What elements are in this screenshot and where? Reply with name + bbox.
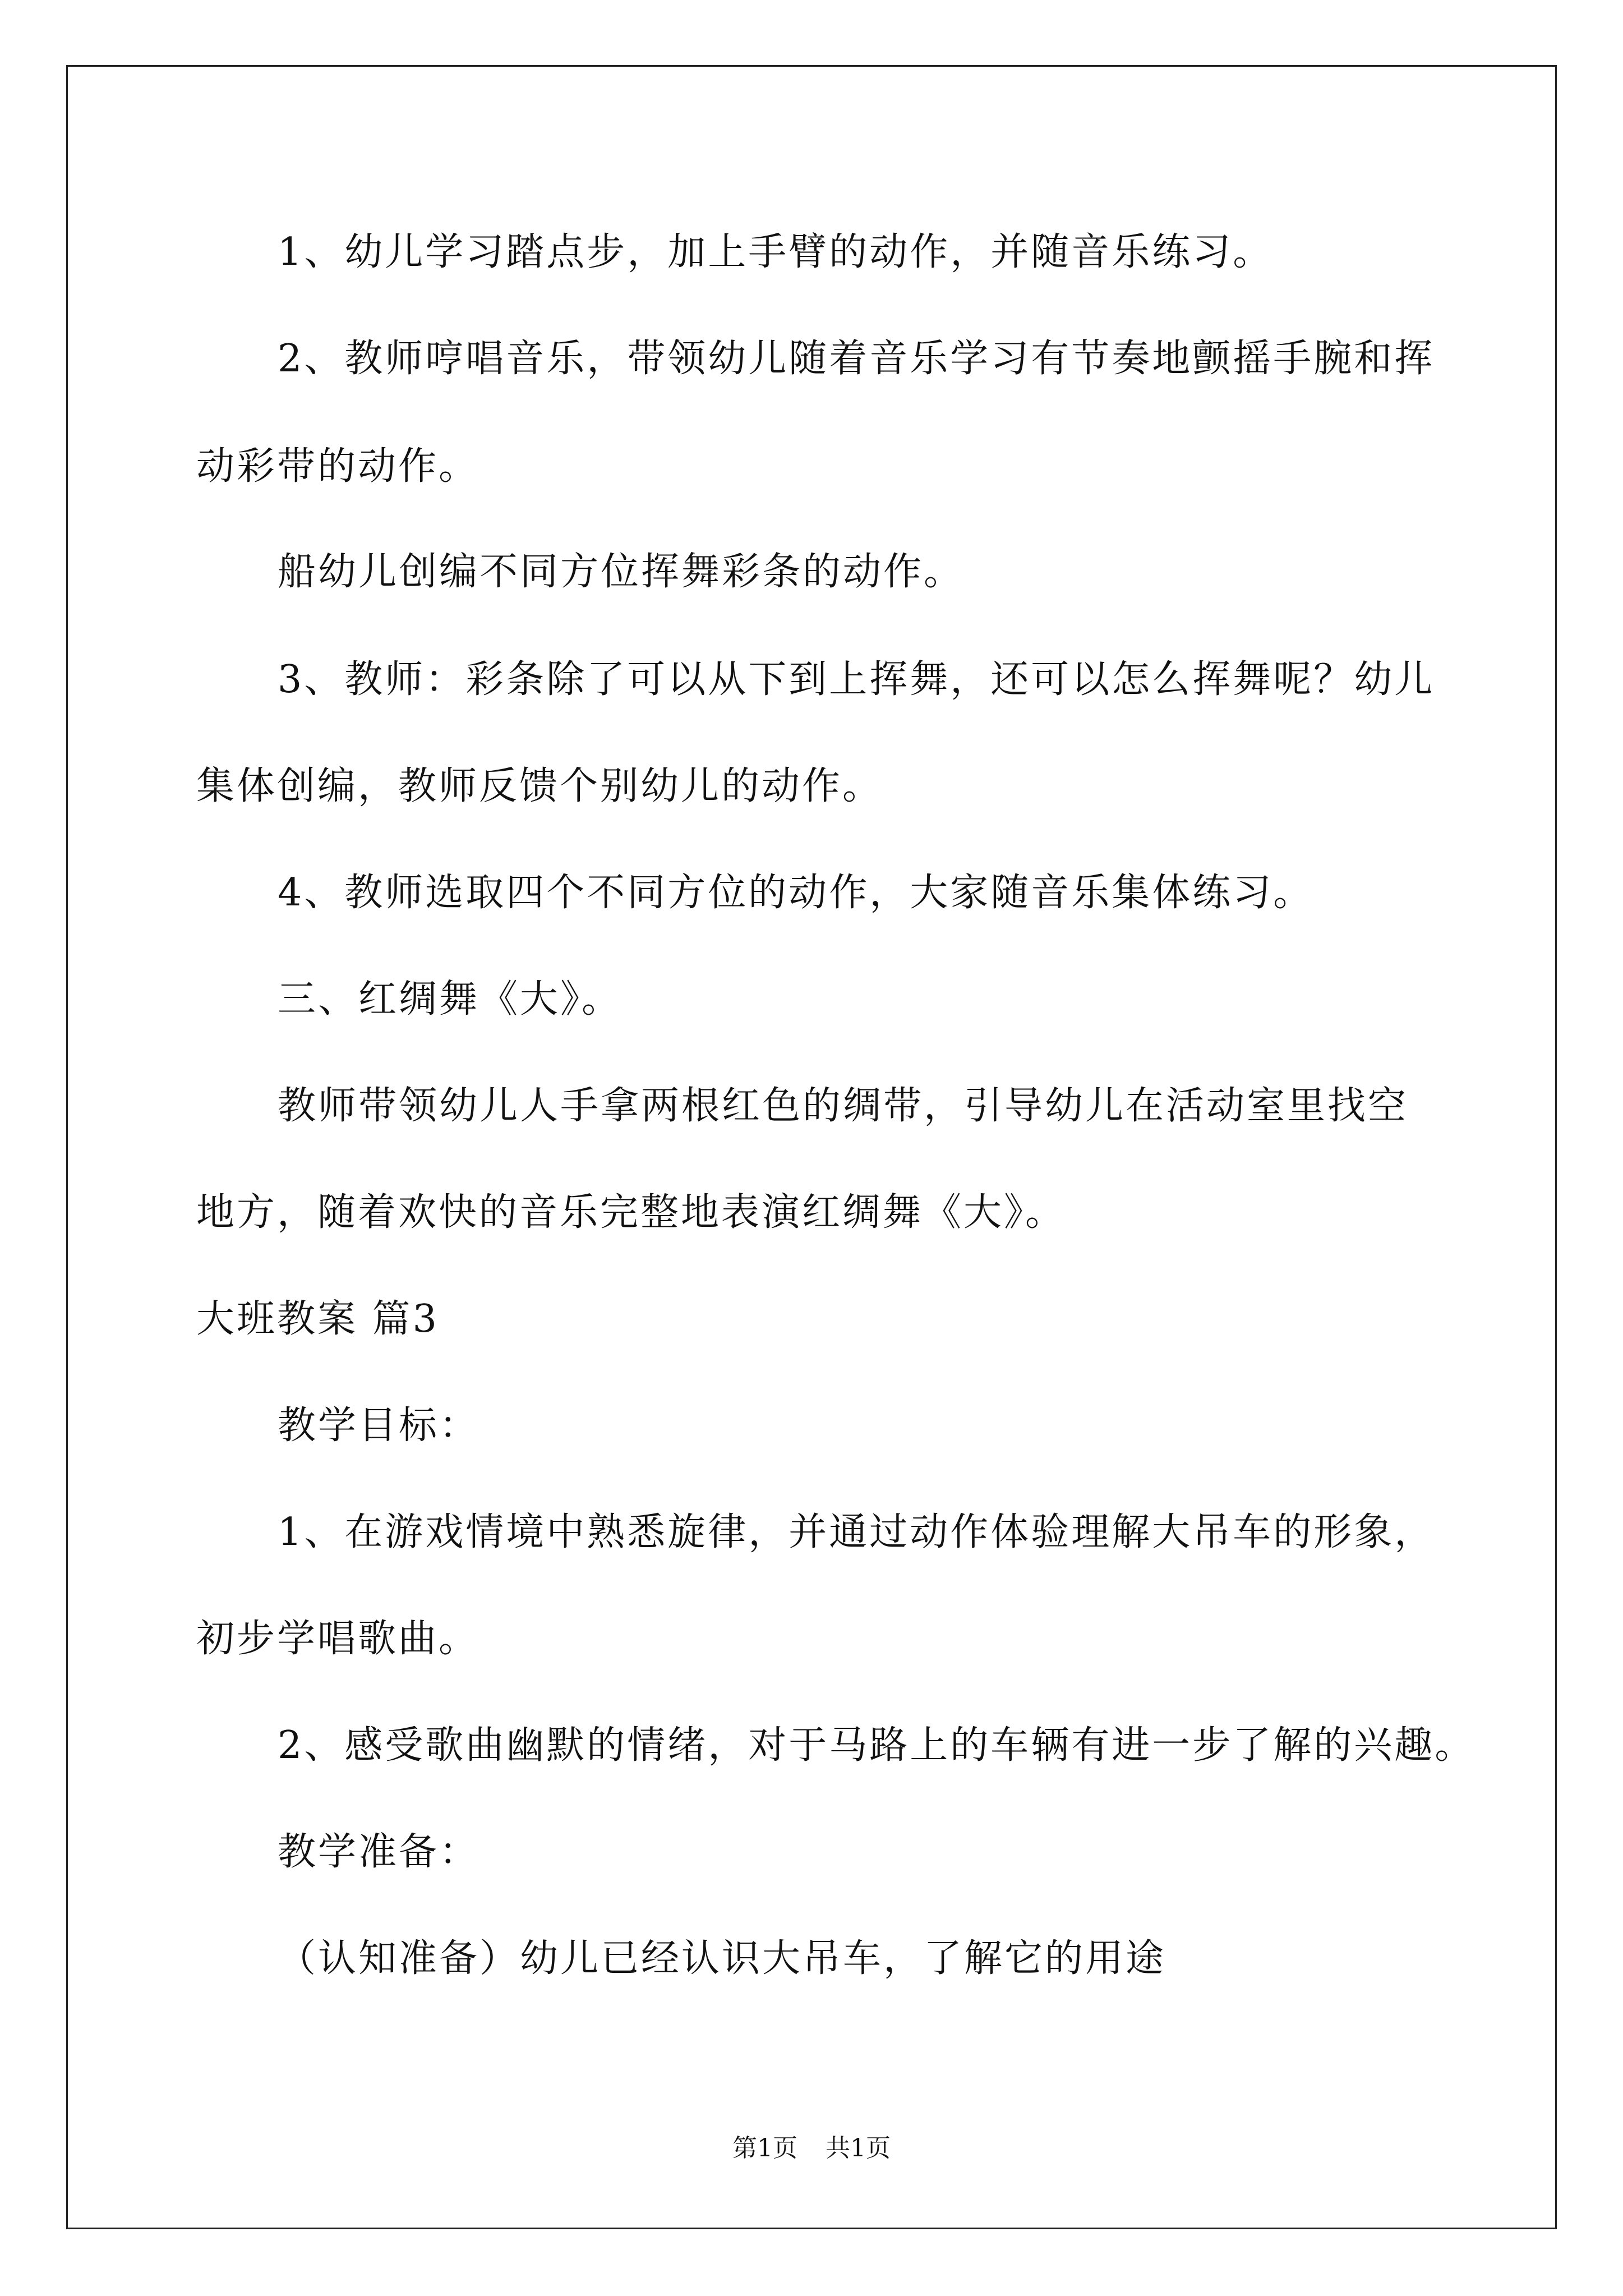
paragraph-line: 地方，随着欢快的音乐完整地表演红绸舞《大》。 [196, 1190, 1066, 1235]
paragraph-line: 教学目标： [278, 1404, 480, 1448]
page-number: 第1页 [732, 2134, 797, 2162]
paragraph-line: （认知准备）幼儿已经认识大吊车，了解它的用途 [278, 1936, 1166, 1981]
paragraph-line: 三、红绸舞《大》。 [278, 977, 623, 1022]
page-footer [0, 2134, 1623, 2162]
page-total: 共1页 [826, 2134, 891, 2162]
paragraph-line: 2、教师哼唱音乐，带领幼儿随着音乐学习有节奏地颤摇手腕和挥 [278, 337, 1435, 381]
paragraph-line: 1、幼儿学习踏点步，加上手臂的动作，并随音乐练习。 [278, 230, 1274, 274]
paragraph-line: 1、在游戏情境中熟悉旋律，并通过动作体验理解大吊车的形象， [278, 1510, 1435, 1554]
paragraph-line: 教学准备： [278, 1830, 480, 1874]
section-heading: 大班教案 篇3 [196, 1297, 439, 1341]
paragraph-line: 2、感受歌曲幽默的情绪，对于马路上的车辆有进一步了解的兴趣。 [278, 1723, 1476, 1768]
paragraph-line: 教师带领幼儿人手拿两根红色的绸带，引导幼儿在活动室里找空 [278, 1084, 1409, 1128]
paragraph-line: 船幼儿创编不同方位挥舞彩条的动作。 [278, 550, 965, 594]
paragraph-line: 初步学唱歌曲。 [196, 1617, 479, 1661]
paragraph-line: 动彩带的动作。 [196, 444, 479, 489]
page-border [66, 65, 1557, 2229]
paragraph-line: 集体创编，教师反馈个别幼儿的动作。 [196, 764, 883, 808]
paragraph-line: 4、教师选取四个不同方位的动作，大家随音乐集体练习。 [278, 871, 1314, 915]
paragraph-line: 3、教师：彩条除了可以从下到上挥舞，还可以怎么挥舞呢？幼儿 [278, 657, 1435, 702]
